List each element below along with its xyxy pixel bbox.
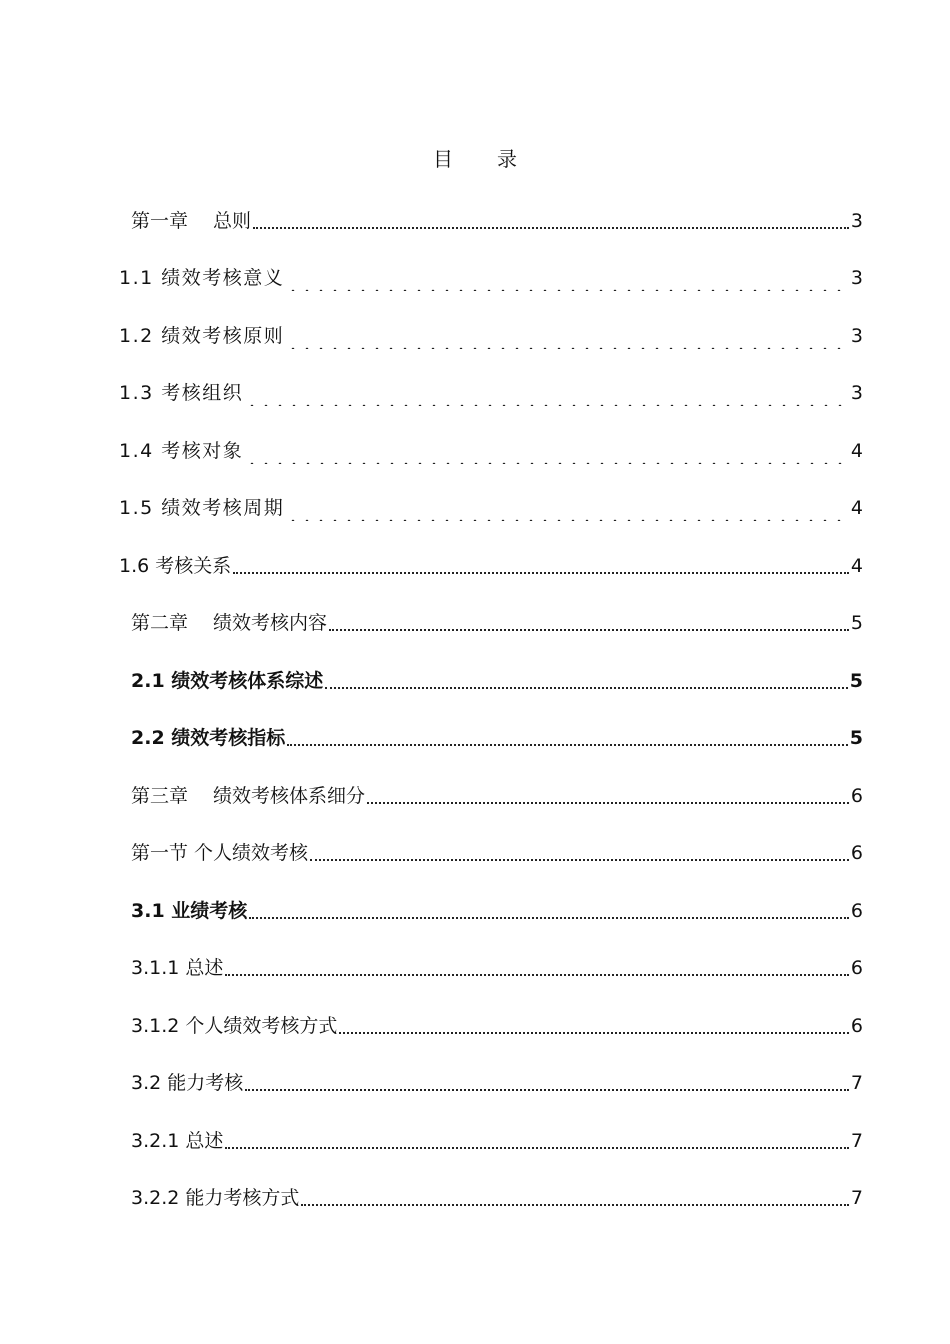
- dot-leader: [325, 686, 847, 689]
- toc-entry[interactable]: [119, 493, 863, 521]
- toc-page-number: 4: [850, 555, 863, 577]
- toc-entry[interactable]: [131, 1126, 863, 1154]
- toc-entry-label: 1.6 考核关系: [119, 555, 232, 577]
- dot-leader: [253, 226, 849, 229]
- toc-entry[interactable]: [131, 1183, 863, 1211]
- toc-entry-label: 3.1.1 总述: [131, 957, 224, 979]
- toc-entry[interactable]: [131, 666, 863, 694]
- toc-page-number: 7: [850, 1187, 863, 1209]
- toc-page-number: 3: [850, 267, 863, 289]
- toc-page-number: 4: [850, 440, 863, 462]
- toc-entry[interactable]: [131, 896, 863, 924]
- toc-entry-label: 1.2 绩效考核原则: [119, 325, 285, 347]
- dot-leader: [286, 271, 849, 291]
- title-char-1: 目: [433, 147, 453, 171]
- dot-leader: [286, 501, 849, 521]
- toc-entry-label: 3.2.2 能力考核方式: [131, 1187, 300, 1209]
- toc-entry[interactable]: [119, 263, 863, 291]
- toc-page-number: 7: [850, 1072, 863, 1094]
- toc-entry-label: 2.1 绩效考核体系综述: [131, 670, 324, 692]
- dot-leader: [225, 1146, 849, 1149]
- toc-entry-label: 3.1.2 个人绩效考核方式: [131, 1015, 338, 1037]
- toc-entry-label: 3.2 能力考核: [131, 1072, 244, 1094]
- toc-entry-label: 第二章 绩效考核内容: [131, 612, 328, 634]
- toc-entry-label: 第一节 个人绩效考核: [131, 842, 309, 864]
- dot-leader: [339, 1031, 849, 1034]
- toc-entry[interactable]: [119, 551, 863, 579]
- dot-leader: [245, 1088, 849, 1091]
- toc-page-number: 3: [850, 325, 863, 347]
- toc-entry-label: 1.4 考核对象: [119, 440, 244, 462]
- toc-entry[interactable]: [119, 321, 863, 349]
- dot-leader: [287, 743, 847, 746]
- toc-entry-label: 1.1 绩效考核意义: [119, 267, 285, 289]
- dot-leader: [233, 571, 849, 574]
- toc-entry[interactable]: [131, 608, 863, 636]
- toc-page-number: 4: [850, 497, 863, 519]
- toc-entry-label: 1.3 考核组织: [119, 382, 244, 404]
- dot-leader: [245, 386, 849, 406]
- dot-leader: [329, 628, 849, 631]
- toc-page-number: 5: [849, 670, 863, 692]
- toc-entry[interactable]: [119, 378, 863, 406]
- dot-leader: [249, 916, 849, 919]
- toc-page-number: 6: [850, 842, 863, 864]
- title-char-2: 录: [497, 147, 517, 171]
- toc-page-number: 3: [850, 210, 863, 232]
- dot-leader: [225, 973, 849, 976]
- toc-entry[interactable]: [131, 838, 863, 866]
- toc-entry[interactable]: [131, 953, 863, 981]
- toc-page-number: 5: [849, 727, 863, 749]
- toc-entry-label: 3.1 业绩考核: [131, 900, 248, 922]
- toc-page-number: 7: [850, 1130, 863, 1152]
- toc-page-number: 6: [850, 785, 863, 807]
- toc-page-number: 6: [850, 1015, 863, 1037]
- page-title: [0, 143, 950, 172]
- toc-page-number: 6: [850, 900, 863, 922]
- toc-entry-label: 第三章 绩效考核体系细分: [131, 785, 366, 807]
- toc-entry[interactable]: [131, 723, 863, 751]
- toc-entry-label: 1.5 绩效考核周期: [119, 497, 285, 519]
- toc-entry[interactable]: [119, 436, 863, 464]
- toc-entry[interactable]: [131, 206, 863, 234]
- toc-entry-label: 2.2 绩效考核指标: [131, 727, 286, 749]
- toc-entry[interactable]: [131, 1068, 863, 1096]
- toc-page-number: 5: [850, 612, 863, 634]
- dot-leader: [367, 801, 849, 804]
- toc-entry[interactable]: [131, 1011, 863, 1039]
- toc-page-number: 6: [850, 957, 863, 979]
- dot-leader: [245, 444, 849, 464]
- dot-leader: [286, 329, 849, 349]
- toc-entry-label: 第一章 总则: [131, 210, 252, 232]
- dot-leader: [310, 858, 849, 861]
- dot-leader: [301, 1203, 849, 1206]
- toc-page-number: 3: [850, 382, 863, 404]
- toc-entry[interactable]: [131, 781, 863, 809]
- toc-entry-label: 3.2.1 总述: [131, 1130, 224, 1152]
